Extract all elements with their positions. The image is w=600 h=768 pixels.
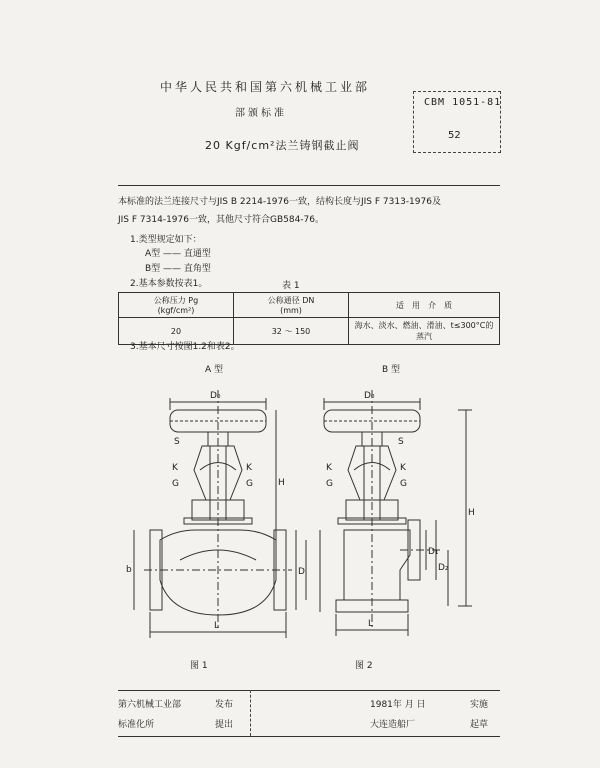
table-header-cell: 适 用 介 质 (349, 293, 500, 318)
label-k-b-left: K (326, 463, 332, 473)
effective-action: 实施 (470, 700, 489, 710)
dim-b-a: b (126, 565, 132, 575)
dim-d2-b: D₂ (438, 563, 449, 573)
item-3: 3.基本尺寸按图1.2和表2。 (130, 342, 240, 352)
type-b-line: B型 —— 直角型 (145, 264, 211, 274)
label-k-a-right: K (246, 463, 252, 473)
label-g-b-left: G (326, 479, 333, 489)
header-diameter-unit: (mm) (280, 306, 302, 315)
label-g-a-left: G (172, 479, 179, 489)
intro-line-2: JIS F 7314-1976一致，其他尺寸符合GB584-76。 (118, 215, 325, 225)
page-number: 52 (448, 130, 461, 141)
dim-d0-b: D₀ (364, 391, 375, 401)
draft-action: 起草 (470, 720, 489, 730)
footer-rule (118, 690, 500, 691)
figure-1-caption: 图 1 (190, 661, 208, 671)
table-header-row (119, 293, 500, 318)
dim-l-b: L (368, 619, 374, 629)
item-1: 1.类型规定如下： (130, 235, 202, 245)
document-title: 20 Kgf/cm²法兰铸钢截止阀 (205, 139, 360, 152)
ministry-header: 中华人民共和国第六机械工业部 (160, 80, 371, 94)
dim-d0-a: D₀ (210, 391, 221, 401)
figure-a-label: A 型 (205, 365, 224, 375)
table-cell: 20 (119, 318, 234, 345)
effective-date: 1981年 月 日 (370, 700, 426, 710)
figure-b-label: B 型 (382, 365, 401, 375)
valve-type-a-drawing (134, 390, 306, 638)
label-g-a-right: G (246, 479, 253, 489)
item-2: 2.基本参数按表1。 (130, 279, 208, 289)
header-rule (118, 185, 500, 186)
type-a-line: A型 —— 直通型 (145, 249, 211, 259)
header-pressure: 公称压力 Pg (153, 296, 199, 305)
intro-line-1: 本标准的法兰连接尺寸与JIS B 2214-1976一致，结构长度与JIS F 7313-1976及 (118, 197, 441, 207)
label-k-b-right: K (400, 463, 406, 473)
table-cell: 海水、淡水、燃油、滑油、t≤300°C的蒸汽 (349, 318, 500, 345)
drafting-org: 大连造船厂 (370, 720, 416, 730)
dim-h-b: H (468, 508, 475, 518)
header-pressure-unit: (kgf/cm²) (157, 306, 195, 315)
standard-code: CBM 1051-81 (424, 97, 502, 108)
label-k-a-left: K (172, 463, 178, 473)
valve-type-b-drawing (320, 390, 472, 636)
label-g-b-right: G (400, 479, 407, 489)
table-header-cell (119, 293, 234, 318)
standard-type: 部颁标准 (235, 108, 287, 119)
dim-d-a: D (298, 567, 305, 577)
footer-rule-bottom (118, 736, 500, 737)
figure-2-caption: 图 2 (355, 661, 373, 671)
proposing-org: 标准化所 (118, 720, 155, 730)
table-cell: 32 ～ 150 (234, 318, 349, 345)
dim-d1-b: D₁ (428, 547, 439, 557)
label-s-a: S (174, 437, 180, 447)
table-header-cell (234, 293, 349, 318)
issue-action: 发布 (215, 700, 234, 710)
dim-h-a: H (278, 478, 285, 488)
valve-drawings (110, 380, 510, 650)
dim-l-a: L (214, 621, 220, 631)
issuing-org: 第六机械工业部 (118, 700, 182, 710)
header-diameter: 公称通径 DN (267, 296, 315, 305)
propose-action: 提出 (215, 720, 234, 730)
label-s-b: S (398, 437, 404, 447)
table-title: 表 1 (282, 281, 300, 291)
footer-divider (250, 690, 251, 736)
